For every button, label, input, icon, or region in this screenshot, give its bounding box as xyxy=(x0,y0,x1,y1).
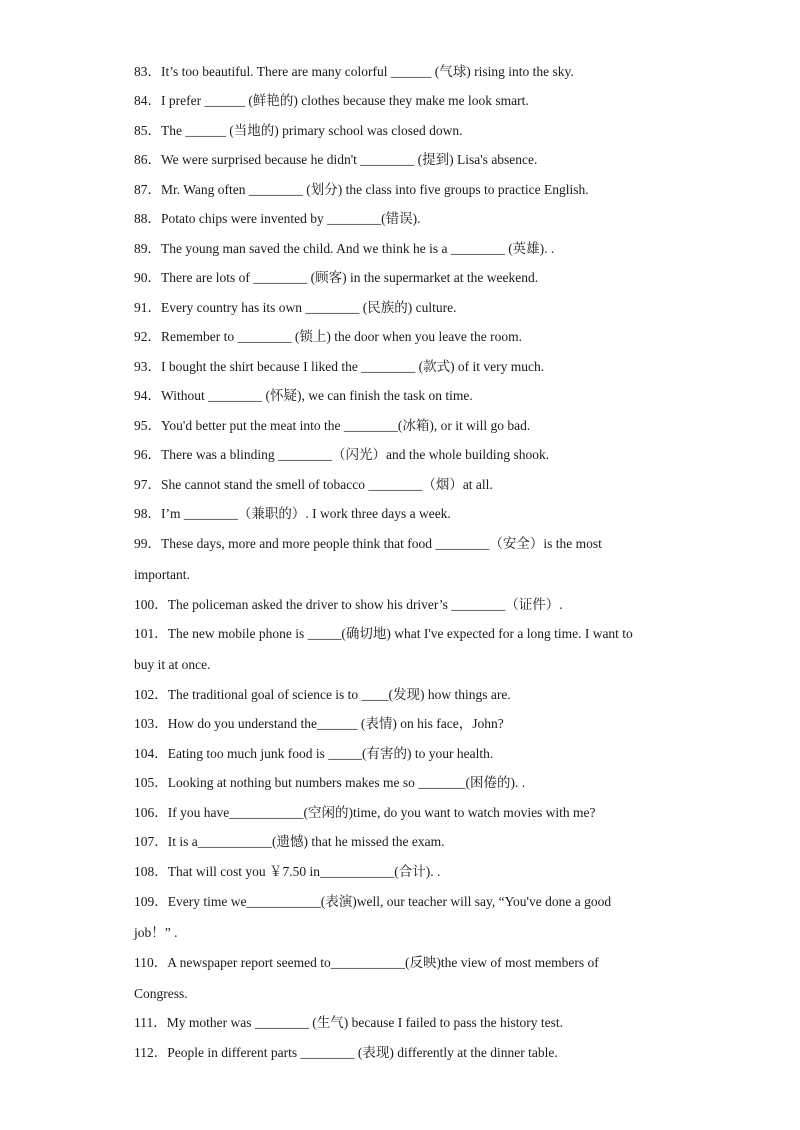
question-line: 100．The policeman asked the driver to show his driver’s ________（证件）. xyxy=(134,597,563,612)
question-line: 86．We were surprised because he didn't ________ (提到) Lisa's absence. xyxy=(134,152,538,167)
question-line-continued: buy it at once. xyxy=(134,657,211,672)
question-line: 102．The traditional goal of science is to ____(发现) how things are. xyxy=(134,687,511,702)
question-line: 88．Potato chips were invented by ________(错误). xyxy=(134,211,421,226)
question-line: 92．Remember to ________ (锁上) the door when you leave the room. xyxy=(134,329,523,344)
question-line: 112．People in different parts ________ (表现) differently at the dinner table. xyxy=(134,1045,558,1060)
question-line: 97．She cannot stand the smell of tobacco ________（烟）at all. xyxy=(134,477,493,492)
question-line: 98．I’m ________（兼职的）. I work three days a week. xyxy=(134,506,451,521)
question-line: 108．That will cost you ￥7.50 in___________(合计). . xyxy=(134,864,441,879)
question-line: 105．Looking at nothing but numbers makes me so _______(困倦的). . xyxy=(134,775,526,790)
question-line: 111．My mother was ________ (生气) because I failed to pass the history test. xyxy=(134,1015,564,1030)
question-line: 83．It’s too beautiful. There are many colorful ______ (气球) rising into the sky. xyxy=(134,64,574,79)
question-line: 110．A newspaper report seemed to___________(反映)the view of most members of xyxy=(134,955,599,970)
question-line: 95．You'd better put the meat into the ________(冰箱), or it will go bad. xyxy=(134,418,531,433)
question-line: 99．These days, more and more people think that food ________（安全）is the most xyxy=(134,536,602,551)
question-line-continued: Congress. xyxy=(134,986,188,1001)
question-line: 85．The ______ (当地的) primary school was closed down. xyxy=(134,123,463,138)
question-line: 109．Every time we___________(表演)well, our teacher will say, “You've done a good xyxy=(134,894,612,909)
question-line: 106．If you have___________(空闲的)time, do you want to watch movies with me? xyxy=(134,805,596,820)
question-line: 84．I prefer ______ (鲜艳的) clothes because they make me look smart. xyxy=(134,93,529,108)
question-line: 87．Mr. Wang often ________ (划分) the class into five groups to practice English. xyxy=(134,182,589,197)
question-line: 107．It is a___________(遗憾) that he missed the exam. xyxy=(134,834,445,849)
question-line-continued: job！” . xyxy=(134,925,178,940)
question-line: 91．Every country has its own ________ (民族的) culture. xyxy=(134,300,457,315)
question-line: 90．There are lots of ________ (顾客) in the supermarket at the weekend. xyxy=(134,270,539,285)
question-line-continued: important. xyxy=(134,567,190,582)
question-line: 89．The young man saved the child. And we think he is a ________ (英雄). . xyxy=(134,241,555,256)
question-line: 101．The new mobile phone is _____(确切地) what I've expected for a long time. I want to xyxy=(134,626,633,641)
question-line: 93．I bought the shirt because I liked the ________ (款式) of it very much. xyxy=(134,359,545,374)
question-line: 103．How do you understand the______ (表情) on his face，John? xyxy=(134,716,504,731)
question-line: 104．Eating too much junk food is _____(有害的) to your health. xyxy=(134,746,494,761)
question-line: 94．Without ________ (怀疑), we can finish the task on time. xyxy=(134,388,473,403)
question-line: 96．There was a blinding ________（闪光）and the whole building shook. xyxy=(134,447,550,462)
